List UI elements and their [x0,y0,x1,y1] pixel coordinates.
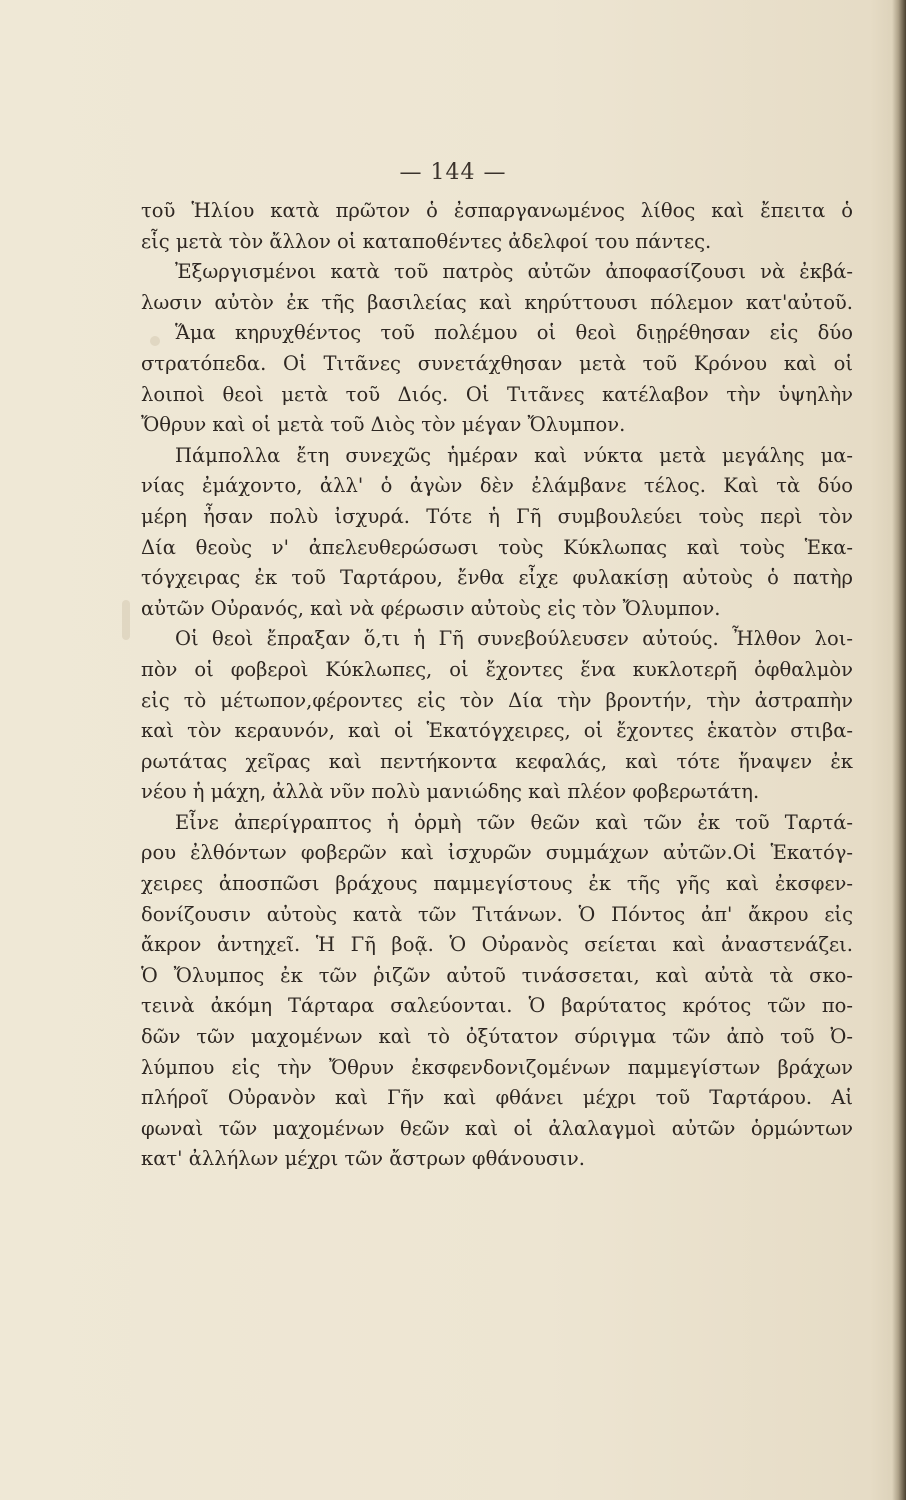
text-line: Ὁ Ὄλυμπος ἐκ τῶν ῥιζῶν αὐτοῦ τινάσσεται, καὶ αὐτὰ τὰ σκο- [141,963,853,987]
text-line: εἰς τὸ μέτωπον,φέροντες εἰς τὸν Δία τὴν βροντήν, τὴν ἀστραπὴν [141,688,853,712]
body-text [141,196,853,1175]
text-line: τεινὰ ἀκόμη Τάρταρα σαλεύονται. Ὁ βαρύτατος κρότος τῶν πο- [141,994,853,1018]
text-line: τοῦ Ἡλίου κατὰ πρῶτον ὁ ἐσπαργανωμένος λίθος καὶ ἔπειτα ὁ [141,199,853,222]
text-line: λύμπου εἰς τὴν Ὄθρυν ἐκσφενδονιζομένων παμμεγίστων βράχων [141,1055,853,1079]
page-edge [892,0,906,1500]
text-line: δονίζουσιν αὐτοὺς κατὰ τῶν Τιτάνων. Ὁ Πόντος ἀπ' ἄκρου εἰς [141,902,853,926]
text-line: εἷς μετὰ τὸν ἄλλον οἱ καταποθέντες ἀδελφοί του πάντες. [141,229,712,253]
text-line: στρατόπεδα. Οἱ Τιτᾶνες συνετάχθησαν μετὰ τοῦ Κρόνου καὶ οἱ [141,351,853,375]
text-line: Ἅμα κηρυχθέντος τοῦ πολέμου οἱ θεοὶ διῃρέθησαν εἰς δύο [175,321,853,345]
text-line: Ὄθρυν καὶ οἱ μετὰ τοῦ Διὸς τὸν μέγαν Ὄλυμπον. [141,413,626,437]
text-line: ἄκρον ἀντηχεῖ. Ἡ Γῆ βοᾷ. Ὁ Οὐρανὸς σείεται καὶ ἀναστενάζει. [141,933,853,957]
text-line: κατ' ἀλλήλων μέχρι τῶν ἄστρων φθάνουσιν. [141,1147,585,1171]
text-line: Οἱ θεοὶ ἔπραξαν ὅ,τι ἡ Γῆ συνεβούλευσεν αὐτούς. Ἦλθον λοι- [175,627,853,651]
text-line: καὶ τὸν κεραυνόν, καὶ οἱ Ἑκατόγχειρες, οἱ ἔχοντες ἑκατὸν στιβα- [141,719,853,743]
text-line: ρωτάτας χεῖρας καὶ πεντήκοντα κεφαλάς, καὶ τότε ἥναψεν ἐκ [141,749,853,773]
text-line: Εἶνε ἀπερίγραπτος ἡ ὁρμὴ τῶν θεῶν καὶ τῶν ἐκ τοῦ Ταρτά- [175,810,853,834]
text-line: τόγχειρας ἐκ τοῦ Ταρτάρου, ἔνθα εἶχε φυλακίσῃ αὐτοὺς ὁ πατὴρ [141,566,853,590]
text-line: Ἐξωργισμένοι κατὰ τοῦ πατρὸς αὐτῶν ἀποφασίζουσι νὰ ἐκβά- [175,260,853,284]
text-line: λοιποὶ θεοὶ μετὰ τοῦ Διός. Οἱ Τιτᾶνες κατέλαβον τὴν ὑψηλὴν [141,382,853,406]
page-number: — 144 — [399,160,507,185]
text-line: Δία θεοὺς ν' ἀπελευθερώσωσι τοὺς Κύκλωπας καὶ τοὺς Ἑκα- [141,535,853,559]
text-line: μέρη ἦσαν πολὺ ἰσχυρά. Τότε ἡ Γῆ συμβουλεύει τοὺς περὶ τὸν [141,504,853,528]
text-line: πὸν οἱ φοβεροὶ Κύκλωπες, οἱ ἔχοντες ἕνα κυκλοτερῆ ὀφθαλμὸν [141,657,853,681]
text-line: λωσιν αὐτὸν ἐκ τῆς βασιλείας καὶ κηρύττουσι πόλεμον κατ'αὐτοῦ. [141,290,853,314]
text-line: νέου ἡ μάχη, ἀλλὰ νῦν πολὺ μανιώδης καὶ πλέον φοβερωτάτη. [141,780,760,804]
text-line: πλήροῖ Οὐρανὸν καὶ Γῆν καὶ φθάνει μέχρι τοῦ Ταρτάρου. Αἱ [141,1086,853,1110]
text-line: χειρες ἀποσπῶσι βράχους παμμεγίστους ἐκ τῆς γῆς καὶ ἐκσφεν- [141,872,853,896]
text-line: Πάμπολλα ἔτη συνεχῶς ἡμέραν καὶ νύκτα μετὰ μεγάλης μα- [175,443,853,467]
text-line: νίας ἐμάχοντο, ἀλλ' ὁ ἀγὼν δὲν ἐλάμβανε τέλος. Καὶ τὰ δύο [141,474,853,498]
text-line: ρου ἐλθόντων φοβερῶν καὶ ἰσχυρῶν συμμάχων αὐτῶν.Οἱ Ἑκατόγ- [141,841,853,865]
text-line: φωναὶ τῶν μαχομένων θεῶν καὶ οἱ ἀλαλαγμοὶ αὐτῶν ὁρμώντων [141,1116,853,1140]
text-line: δῶν τῶν μαχομένων καὶ τὸ ὀξύτατον σύριγμα τῶν ἀπὸ τοῦ Ὀ- [141,1025,853,1049]
paper-stain [122,600,130,640]
text-line: αὐτῶν Οὐρανός, καὶ νὰ φέρωσιν αὐτοὺς εἰς τὸν Ὄλυμπον. [141,596,721,620]
